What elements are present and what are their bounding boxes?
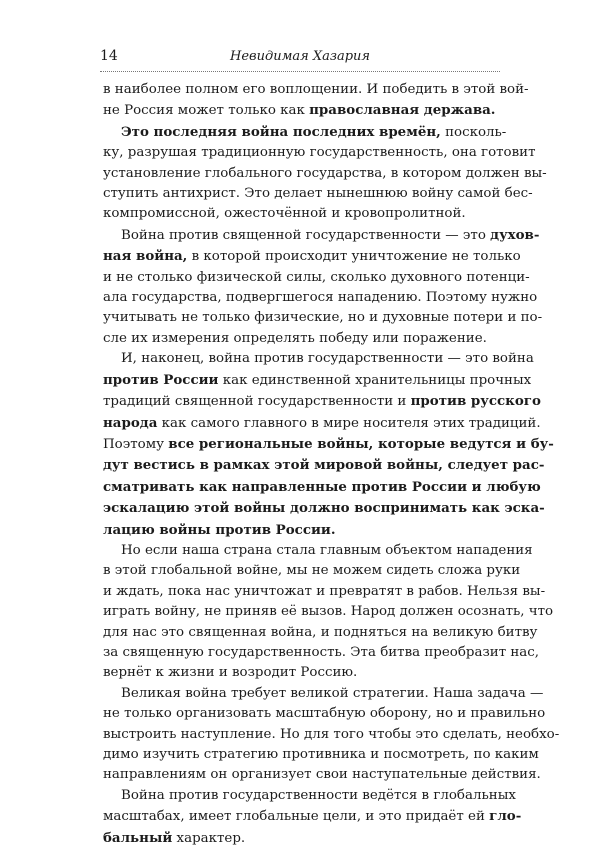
bold-text: гло-: [489, 808, 522, 825]
bold-text: народа: [103, 414, 158, 431]
text-run: не только организовать масштабную оборону, но и правильно: [103, 706, 546, 722]
text-run: компромиссной, ожесточённой и кровопролитной.: [103, 206, 466, 222]
bold-text: ная война,: [103, 248, 188, 265]
bold-text: Это последняя война последних времён,: [121, 123, 441, 140]
text-line: [103, 541, 533, 561]
text-line: [103, 80, 529, 100]
text-line: [103, 184, 533, 204]
text-line: [103, 806, 522, 827]
text-line: [103, 455, 545, 476]
text-line: [103, 122, 507, 143]
text-line: [103, 391, 541, 412]
text-line: [103, 745, 539, 765]
body-text: [103, 80, 560, 849]
text-line: [103, 786, 516, 806]
text-run: посколь-: [440, 124, 507, 140]
running-title: Невидимая Хазария: [230, 49, 370, 64]
text-run: характер.: [172, 830, 246, 846]
header-divider: [100, 71, 500, 72]
text-line: [103, 520, 497, 541]
text-run: Но если наша страна стала главным объектом нападения: [121, 542, 533, 558]
bold-text: духов-: [490, 226, 540, 243]
text-run: играть войну, не приняв её вызов. Народ должен осознать, что: [103, 604, 554, 620]
text-line: [103, 725, 560, 745]
text-run: за священную государственность. Эта битва преобразит нас,: [103, 644, 540, 660]
bold-text: эскалацию этой войны должно воспринимать как эска-: [103, 500, 545, 517]
text-run: в этой глобальной войне, мы не можем сидеть сложа руки: [103, 563, 521, 579]
text-run: выстроить наступление. Но для того чтобы это сделать, необхо-: [103, 726, 560, 742]
text-line: [103, 582, 546, 602]
bold-text: против России: [103, 371, 219, 388]
text-run: И, наконец, война против государственности — это война: [121, 351, 534, 367]
text-line: [103, 329, 497, 349]
text-line: [103, 413, 541, 434]
text-line: [103, 602, 554, 622]
text-run: ступить антихрист. Это делает нынешнюю войну самой бес-: [103, 186, 533, 202]
text-run: как единственной хранительницы прочных: [218, 372, 532, 388]
text-line: [103, 370, 532, 391]
text-line: [103, 246, 521, 267]
text-line: [103, 143, 536, 163]
text-run: ала государства, подвергшегося нападению. Поэтому нужно: [103, 290, 538, 306]
text-line: [103, 204, 497, 224]
text-line: [103, 100, 497, 121]
bold-text: дут вестись в рамках этой мировой войны, следует рас-: [103, 457, 545, 474]
text-line: [103, 643, 540, 663]
text-line: [103, 704, 546, 724]
text-line: [103, 349, 534, 369]
text-line: [103, 828, 497, 849]
text-line: [103, 434, 554, 455]
text-run: вернёт к жизни и возродит Россию.: [103, 665, 358, 681]
text-run: ку, разрушая традиционную государственность, она готовит: [103, 145, 536, 161]
running-header: [100, 48, 500, 70]
text-run: учитывать не только физические, но и духовные потери и по-: [103, 310, 543, 326]
text-run: в наиболее полном его воплощении. И победить в этой вой-: [103, 82, 529, 97]
text-line: [103, 765, 541, 785]
text-run: Война против государственности ведётся в глобальных: [121, 787, 516, 803]
text-line: [103, 308, 543, 328]
text-run: установление глобального государства, в котором должен вы-: [103, 165, 547, 181]
text-line: [103, 663, 497, 683]
bold-text: лацию войны против России.: [103, 521, 336, 538]
bold-text: бальный: [103, 829, 173, 846]
bold-text: православная держава.: [309, 102, 496, 119]
text-line: [103, 164, 547, 184]
text-run: и не столько физической силы, сколько духовного потенци-: [103, 269, 530, 285]
page-number: 14: [100, 48, 118, 64]
text-line: [103, 623, 538, 643]
text-run: сле их измерения определять победу или поражение.: [103, 330, 487, 346]
text-run: и ждать, пока нас уничтожат и превратят в рабов. Нельзя вы-: [103, 583, 546, 599]
text-run: традиций священной государственности и: [103, 394, 411, 410]
text-line: [103, 225, 540, 246]
text-run: для нас это священная война, и подняться на великую битву: [103, 624, 538, 640]
text-run: масштабах, имеет глобальные цели, и это придаёт ей: [103, 809, 490, 825]
text-run: направлениям он организует свои наступательные действия.: [103, 767, 541, 783]
text-line: [103, 684, 544, 704]
text-run: димо изучить стратегию противника и посмотреть, по каким: [103, 747, 539, 762]
text-run: как самого главного в мире носителя этих традиций.: [157, 415, 541, 431]
text-run: Великая война требует великой стратегии. Наша задача —: [121, 685, 544, 701]
bold-text: против русского: [410, 393, 541, 410]
bold-text: все региональные войны, которые ведутся и бу-: [168, 435, 554, 452]
text-run: Поэтому: [103, 436, 169, 452]
text-run: не Россия может только как: [103, 103, 310, 119]
text-line: [103, 561, 521, 581]
text-run: Война против священной государственности — это: [121, 227, 491, 243]
text-line: [103, 498, 545, 519]
text-run: в которой происходит уничтожение не только: [187, 249, 521, 265]
bold-text: сматривать как направленные против России и любую: [103, 478, 541, 495]
text-line: [103, 477, 541, 498]
text-line: [103, 288, 538, 308]
text-line: [103, 268, 530, 288]
